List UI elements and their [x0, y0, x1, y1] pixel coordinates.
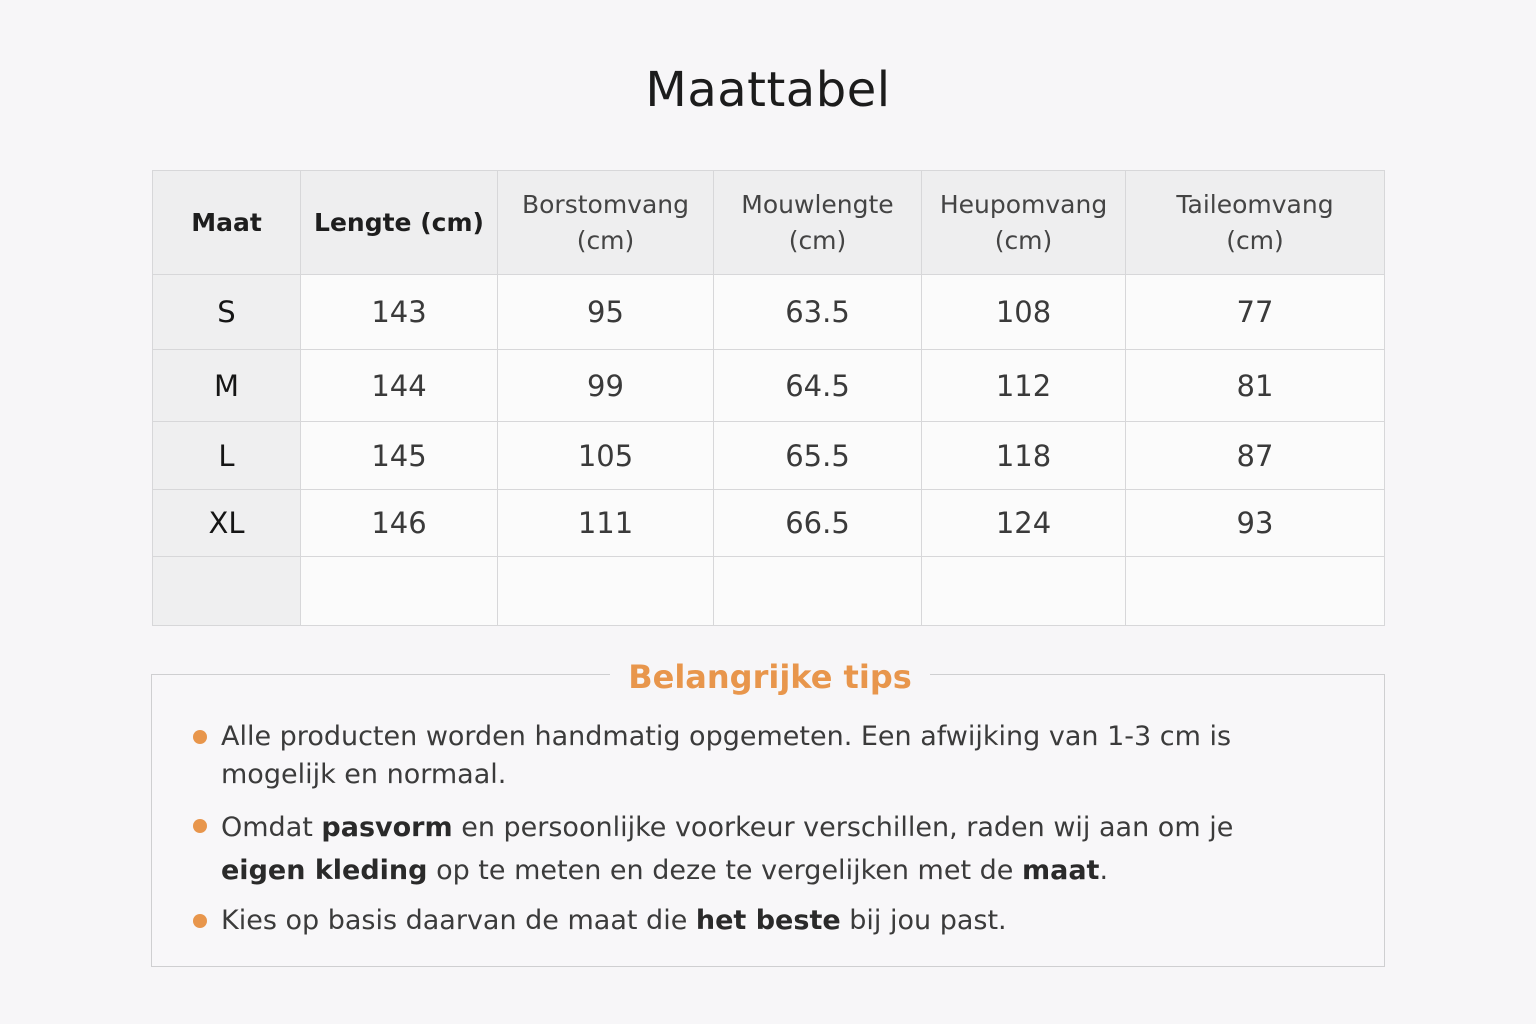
table-cell: 95 [498, 275, 714, 350]
size-cell: M [153, 350, 301, 422]
tip-line: Alle producten worden handmatig opgemeten. Een afwijking van 1-3 cm is [221, 721, 1232, 752]
tip-text: en persoonlijke voorkeur verschillen, raden wij aan om je [452, 812, 1234, 843]
bullet-dot-icon [193, 819, 207, 833]
table-cell: 108 [922, 275, 1126, 350]
column-header-unit: (cm) [1226, 225, 1284, 255]
table-cell [301, 557, 498, 626]
tip-text: Omdat [221, 812, 322, 843]
tips-title: Belangrijke tips [610, 654, 930, 700]
tip-text: Kies op basis daarvan de maat die [221, 905, 696, 936]
size-chart-table [152, 170, 1385, 626]
page-title: Maattabel [645, 62, 891, 118]
column-header-label: Heupomvang [939, 189, 1108, 219]
column-header-lengte [301, 171, 498, 275]
tip-emphasis: maat [1021, 855, 1100, 886]
column-header-maat [153, 171, 301, 275]
tip-item [221, 901, 1331, 941]
table-row [153, 350, 1385, 422]
column-header-label: Borstomvang [521, 189, 690, 219]
tip-emphasis: pasvorm [321, 812, 453, 843]
tip-text: bij jou past. [840, 905, 1007, 936]
size-cell: XL [153, 490, 301, 557]
tip-line [221, 901, 1331, 941]
table-cell [714, 557, 922, 626]
column-header-label: Taileomvang [1176, 189, 1334, 219]
tip-line [221, 849, 1331, 892]
table-cell: 118 [922, 422, 1126, 490]
column-header-label: Lengte (cm) [314, 207, 484, 237]
column-header-mouwlengte [714, 171, 922, 275]
size-cell [153, 557, 301, 626]
table-cell: 144 [301, 350, 498, 422]
tip-emphasis: eigen kleding [221, 855, 428, 886]
table-cell: 124 [922, 490, 1126, 557]
table-row [153, 422, 1385, 490]
table-cell: 65.5 [714, 422, 922, 490]
table-cell: 64.5 [714, 350, 922, 422]
table-cell: 146 [301, 490, 498, 557]
table-row [153, 490, 1385, 557]
table-cell: 81 [1126, 350, 1385, 422]
column-header-label: Mouwlengte [741, 189, 894, 219]
column-header-borstomvang [498, 171, 714, 275]
tip-text: op te meten en deze te vergelijken met de [427, 855, 1022, 886]
bullet-dot-icon [193, 730, 207, 744]
table-row [153, 275, 1385, 350]
size-cell: L [153, 422, 301, 490]
tip-item [221, 718, 1331, 794]
table-cell: 145 [301, 422, 498, 490]
table-cell: 143 [301, 275, 498, 350]
table-cell: 99 [498, 350, 714, 422]
table-cell: 112 [922, 350, 1126, 422]
tip-item [221, 806, 1331, 892]
column-header-label: Maat [191, 207, 262, 237]
size-cell: S [153, 275, 301, 350]
table-cell: 63.5 [714, 275, 922, 350]
table-cell: 77 [1126, 275, 1385, 350]
column-header-heupomvang [922, 171, 1126, 275]
table-cell: 105 [498, 422, 714, 490]
column-header-unit: (cm) [788, 225, 847, 255]
table-cell [922, 557, 1126, 626]
table-cell [1126, 557, 1385, 626]
tip-emphasis: het beste [695, 905, 841, 936]
tip-text: . [1099, 855, 1109, 886]
table-row-empty [153, 557, 1385, 626]
tip-line: mogelijk en normaal. [221, 759, 507, 790]
table-cell [498, 557, 714, 626]
bullet-dot-icon [193, 914, 207, 928]
table-cell: 111 [498, 490, 714, 557]
table-cell: 66.5 [714, 490, 922, 557]
table-cell: 87 [1126, 422, 1385, 490]
table-header-row [153, 171, 1385, 275]
table-cell: 93 [1126, 490, 1385, 557]
column-header-unit: (cm) [576, 225, 635, 255]
column-header-taileomvang [1126, 171, 1385, 275]
column-header-unit: (cm) [994, 225, 1053, 255]
tip-line [221, 806, 1331, 849]
